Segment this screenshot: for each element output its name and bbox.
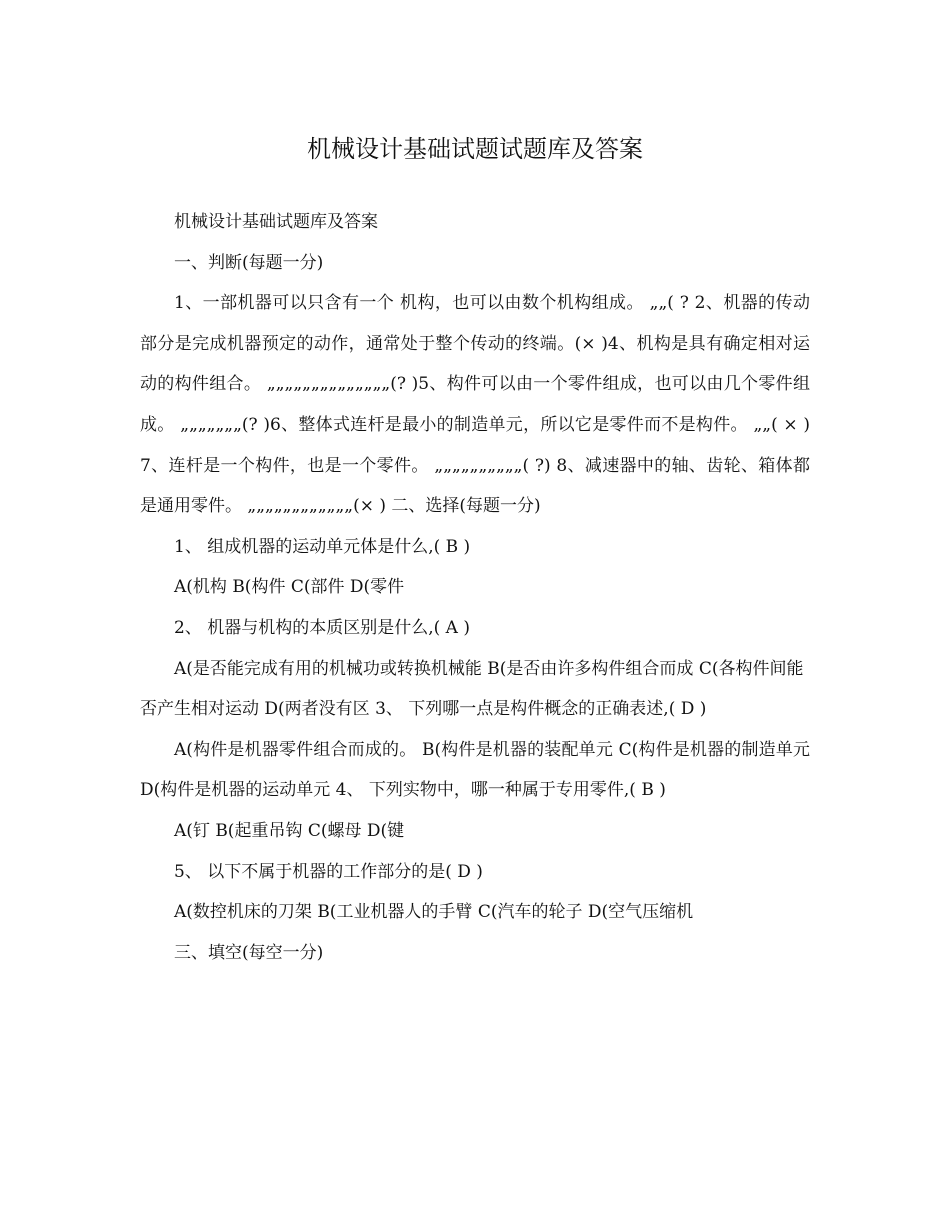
choice-question-5: 5、 以下不属于机器的工作部分的是( D ) [174, 861, 483, 882]
choice-options-4: A(钉 B(起重吊钩 C(螺母 D(键 [174, 820, 405, 841]
choice-options-3-question-4: A(构件是机器零件组合而成的。 B(构件是机器的装配单元 C(构件是机器的制造单元 D(构件是机器的运动单元 4、 下列实物中，哪一种属于专用零件,( B ) [140, 739, 810, 801]
choice-options-2-question-3: A(是否能完成有用的机械功或转换机械能 B(是否由许多构件组合而成 C(各构件间能否产生相对运动 D(两者没有区 3、 下列哪一点是构件概念的正确表述,( D ) [140, 658, 804, 720]
document-body [140, 202, 810, 973]
choice-question-2: 2、 机器与机构的本质区别是什么,( A ) [174, 617, 470, 638]
section-heading-fill-in: 三、填空(每空一分) [174, 942, 324, 963]
section-heading-judgement: 一、判断(每题一分) [174, 252, 324, 273]
subtitle-paragraph: 机械设计基础试题库及答案 [174, 212, 378, 232]
choice-question-1: 1、 组成机器的运动单元体是什么,( B ) [174, 536, 471, 557]
choice-options-1: A(机构 B(构件 C(部件 D(零件 [174, 577, 405, 598]
judgement-questions-paragraph: 1、一部机器可以只含有一个 机构，也可以由数个机构组成。 „„( ? 2、机器的传动部分是完成机器预定的动作，通常处于整个传动的终端。(× )4、机构是具有确定相对运动的构件组合。 „„„„„„„„„„„„„„(? )5、构件可以由一个零件组成，也可以由几个零件组成。 „„„„„„„(? )6、整体式连杆是最小的制造单元，所以它是零件而不是构件。 „„( × )7、连杆是一个构件，也是一个零件。 „„„„„„„„„„( ?) 8、减速器中的轴、齿轮、箱体都是通用零件。 „„„„„„„„„„„„(× ) 二、选择(每题一分) [140, 293, 810, 517]
choice-options-5: A(数控机床的刀架 B(工业机器人的手臂 C(汽车的轮子 D(空气压缩机 [174, 902, 694, 923]
document-title: 机械设计基础试题试题库及答案 [307, 135, 643, 163]
